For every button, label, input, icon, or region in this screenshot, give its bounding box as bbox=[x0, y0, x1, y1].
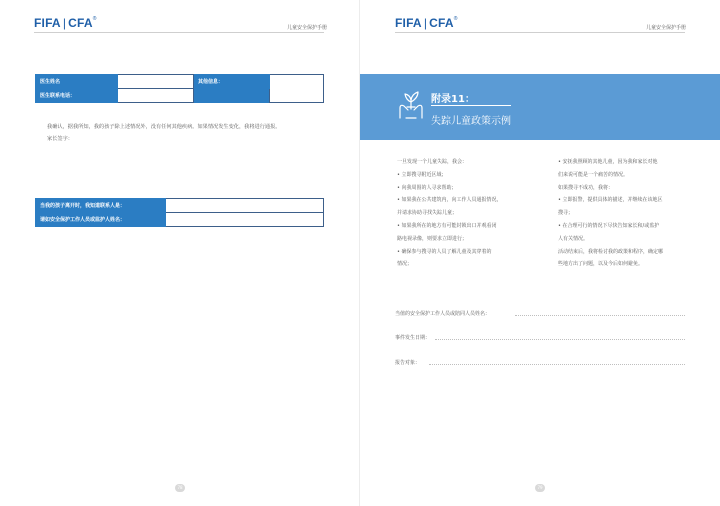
logo-registered-mark: ® bbox=[453, 16, 458, 22]
table-row bbox=[36, 199, 324, 213]
appendix-subtitle: 失踪儿童政策示例 bbox=[431, 116, 511, 127]
logo-separator: | bbox=[423, 16, 428, 30]
policy-line: • 在合理可行的情况下尽快告知家长和/或监护 bbox=[558, 222, 660, 229]
other-info-label-fill bbox=[194, 89, 270, 103]
appendix-banner bbox=[360, 74, 720, 140]
report-to-field[interactable] bbox=[395, 359, 685, 366]
incident-date-field[interactable] bbox=[395, 334, 685, 341]
logo-cfa-text: CFA bbox=[429, 16, 454, 30]
incident-date-label: 事件发生日期： bbox=[395, 335, 431, 341]
policy-left-column bbox=[397, 156, 535, 271]
policy-line: 并请求协助寻找失踪儿童； bbox=[397, 210, 458, 217]
policy-line: 活动结束后，我将检讨我的政策和程序，确定哪 bbox=[558, 248, 664, 255]
doctor-phone-label: 医生联系电话： bbox=[36, 89, 118, 103]
report-to-underline[interactable] bbox=[429, 364, 685, 365]
logo-fifa-text: FIFA bbox=[395, 16, 422, 30]
doctor-name-field[interactable] bbox=[118, 75, 194, 89]
parent-signature-label: 家长签字： bbox=[47, 136, 73, 142]
policy-line: • 立即报警，提供具体的描述，并继续在该地区 bbox=[558, 197, 663, 204]
page-number: 79 bbox=[535, 484, 545, 492]
logo-registered-mark: ® bbox=[92, 16, 97, 22]
policy-line: • 立即搜寻附近区域； bbox=[397, 171, 447, 178]
confirmation-statement: 我确认，据我所知，我的孩子除上述情况外，没有任何其他疾病。如果情况发生变化，我将进行通报。 bbox=[47, 124, 281, 130]
header-divider bbox=[395, 32, 685, 33]
appendix-title: 附录11： bbox=[431, 94, 475, 105]
policy-line: 们来说可能是一个痛苦的情况。 bbox=[558, 171, 629, 178]
header-title: 儿童安全保护手册 bbox=[646, 25, 687, 31]
logo-cfa-text: CFA bbox=[68, 16, 93, 30]
policy-right-column bbox=[558, 156, 696, 271]
policy-line: 人有关情况。 bbox=[558, 235, 589, 242]
policy-line: • 如果我所在的地方有可能封锁出口并观看闭 bbox=[397, 222, 497, 229]
policy-line: 情况； bbox=[397, 261, 413, 268]
policy-line: • 安抚我照顾的其他儿童，因为我和家长对他 bbox=[558, 159, 658, 165]
logo-separator: | bbox=[62, 16, 67, 30]
officer-name-underline[interactable] bbox=[515, 315, 685, 316]
incident-date-underline[interactable] bbox=[435, 339, 685, 340]
policy-line: 搜寻； bbox=[558, 210, 574, 217]
header-title: 儿童安全保护手册 bbox=[287, 25, 328, 31]
officer-name-field[interactable] bbox=[395, 310, 685, 317]
doctor-phone-field[interactable] bbox=[118, 89, 194, 103]
policy-line: 路电视录像，则要求立即进行； bbox=[397, 235, 468, 242]
right-page bbox=[360, 0, 720, 506]
policy-line: 些地方出了问题，以及今后如何避免。 bbox=[558, 261, 644, 268]
table-row bbox=[36, 75, 324, 89]
report-to-label: 报告对象： bbox=[395, 360, 421, 366]
doctor-info-table bbox=[35, 74, 324, 103]
policy-line: • 向我周围的人寻求帮助； bbox=[397, 184, 457, 191]
table-row bbox=[36, 213, 324, 227]
header-divider bbox=[34, 32, 324, 33]
banner-divider bbox=[431, 105, 511, 106]
guardian-name-field[interactable] bbox=[166, 213, 324, 227]
fifa-cfa-logo bbox=[395, 16, 458, 30]
fifa-cfa-logo bbox=[34, 16, 97, 30]
pickup-contact-label: 当我的孩子离开时，我知道联系人是： bbox=[36, 199, 166, 213]
officer-name-label: 当值的安全保护工作人员或陪同人员姓名： bbox=[395, 311, 491, 317]
policy-line: • 如果我在公共建筑内，向工作人员通报情况， bbox=[397, 197, 502, 204]
policy-line: 如果搜寻不成功，我将： bbox=[558, 184, 614, 191]
other-info-label: 其他信息： bbox=[194, 75, 270, 89]
pickup-contact-field[interactable] bbox=[166, 199, 324, 213]
logo-fifa-text: FIFA bbox=[34, 16, 61, 30]
guardian-name-label: 请如安全保护工作人员或监护人姓名： bbox=[36, 213, 166, 227]
doctor-name-label: 医生姓名 bbox=[36, 75, 118, 89]
contact-table bbox=[35, 198, 324, 227]
policy-line: 一旦发现一个儿童失踪，我会： bbox=[397, 159, 468, 165]
other-info-field[interactable] bbox=[270, 75, 324, 103]
hands-lifting-child-icon bbox=[396, 88, 426, 122]
policy-line: • 确保参与搜寻的人员了解儿童及其穿着的 bbox=[397, 248, 492, 255]
page-number: 78 bbox=[175, 484, 185, 492]
